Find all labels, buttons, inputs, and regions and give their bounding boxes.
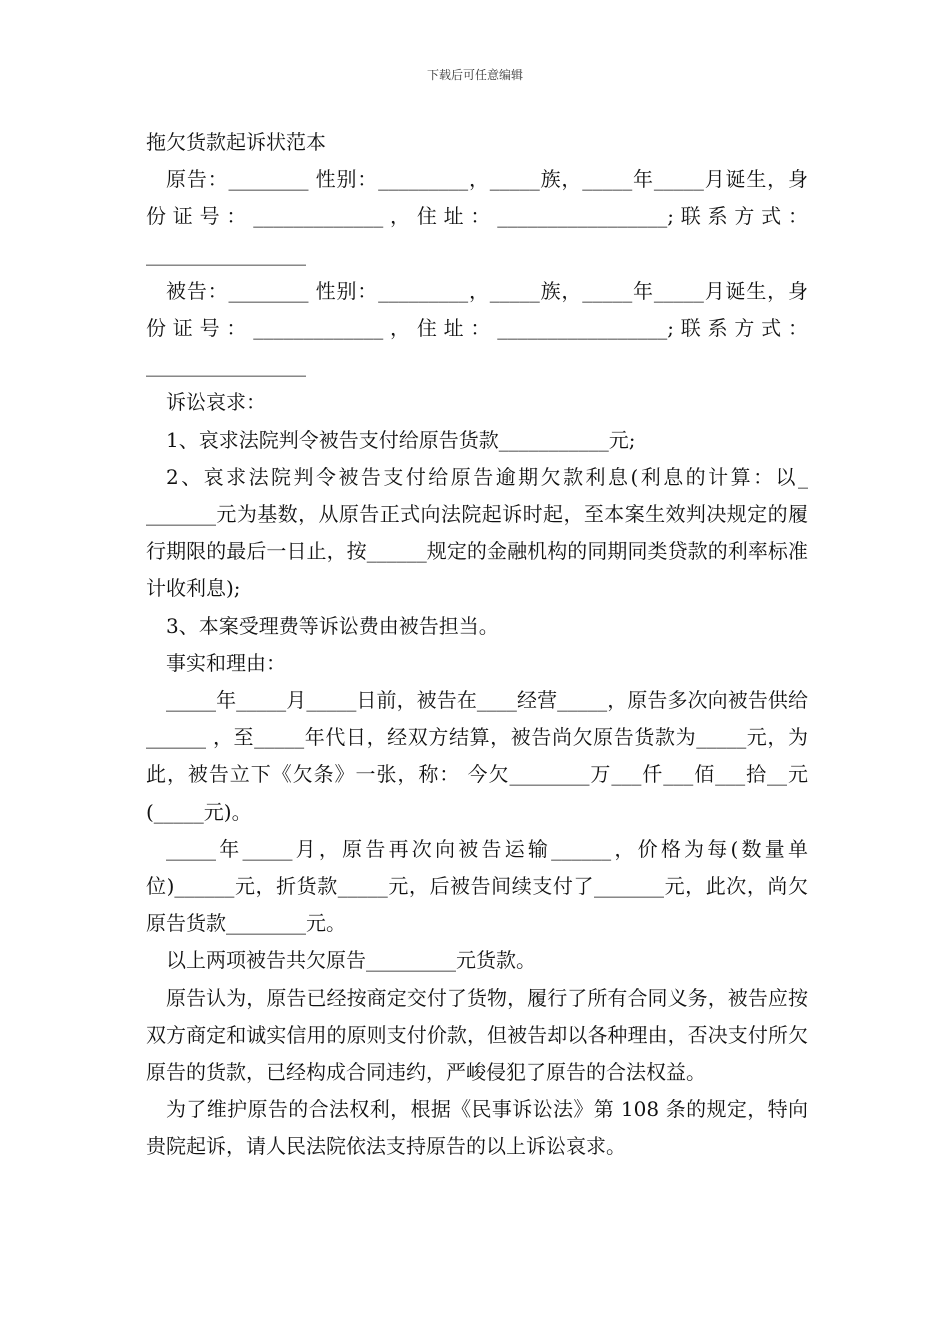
plaintiff-opinion: 原告认为，原告已经按商定交付了货物，履行了所有合同义务，被告应按双方商定和诚实信用的原则支付价款，但被告却以各种理由，否决支付所欠原告的货款，已经构成合同违约，严峻侵犯了原告的合法权益。 — [146, 985, 808, 1085]
document-title: 拖欠货款起诉状范本 — [146, 130, 326, 154]
facts-total: 以上两项被告共欠原告_________元货款。 — [166, 948, 536, 973]
defendant-info: 被告：________ 性别：_________，_____族，_____年_____月诞生，身份证号：_____________，住址：_________________;联系方式：________________ — [146, 278, 808, 378]
claim-2: 2、哀求法院判令被告支付给原告逾期欠款利息(利息的计算：以_ _______元为基数，从原告正式向法院起诉时起，至本案生效判决规定的履行期限的最后一日止，按______规定的金融机构的同期同类贷款的利率标准计收利息); — [146, 464, 815, 601]
facts-heading: 事实和理由： — [166, 650, 286, 675]
closing-request: 为了维护原告的合法权利，根据《民事诉讼法》第 108 条的规定，特向贵院起诉，请人民法院依法支持原告的以上诉讼哀求。 — [146, 1097, 808, 1159]
plaintiff-info: 原告：________ 性别：_________，_____族，_____年_____月诞生，身份证号：_____________，住址：_________________;联系方式：________________ — [146, 167, 808, 266]
facts-paragraph-1: _____年_____月_____日前，被告在____经营_____，原告多次向被告供给______ ，至_____年代日，经双方结算，被告尚欠原告货款为_____元，为此，被告立下《欠条》一张，称： 今欠________万___仟___佰___拾__元(_____元)。 — [146, 688, 808, 824]
claim-3: 3、本案受理费等诉讼费由被告担当。 — [166, 613, 499, 638]
claim-1: 1、哀求法院判令被告支付给原告货款___________元; — [166, 427, 636, 452]
facts-paragraph-2: _____年_____月，原告再次向被告运输______，价格为每(数量单位)______元，折货款_____元，后被告间续支付了_______元，此次，尚欠原告货款________元。 — [146, 836, 808, 936]
claims-heading: 诉讼哀求： — [166, 390, 266, 415]
document-body — [146, 124, 815, 1166]
page-header-note: 下载后可任意编辑 — [426, 68, 523, 82]
